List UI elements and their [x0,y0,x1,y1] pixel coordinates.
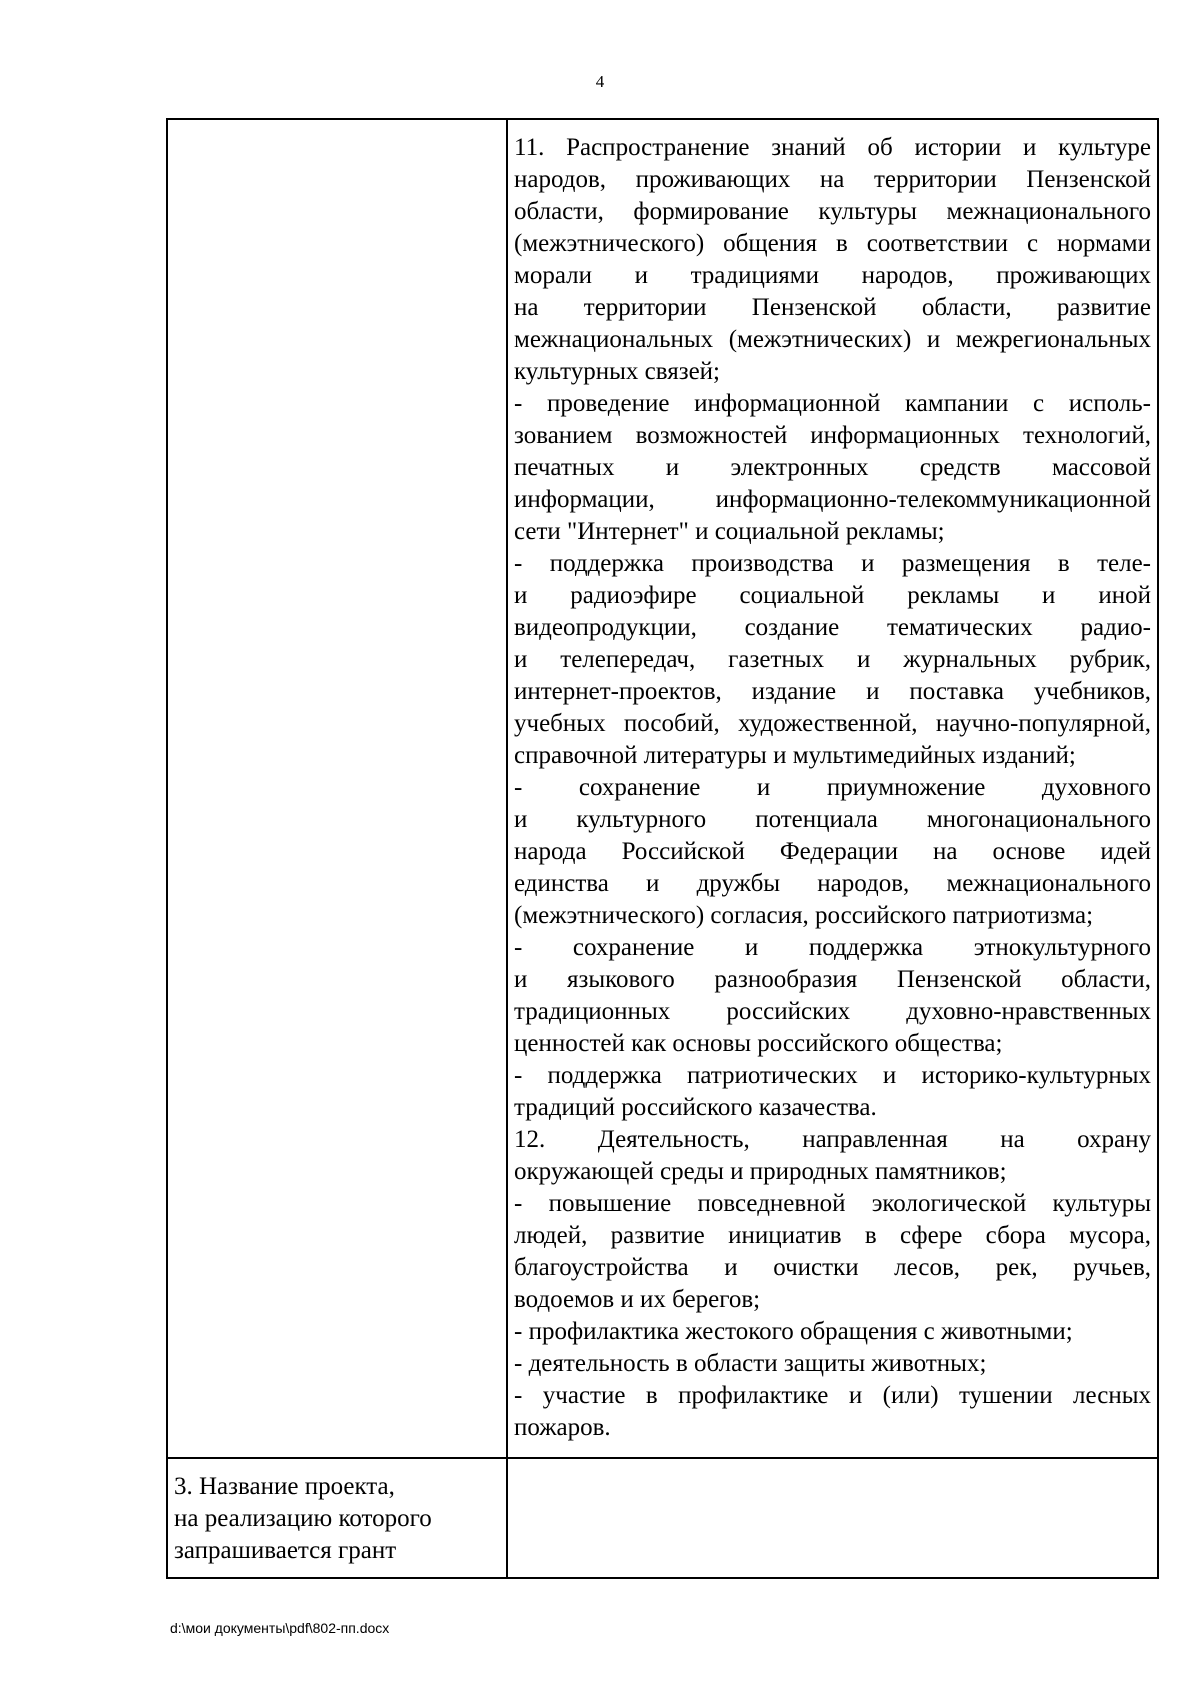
text-line: интернет-проектов, издание и поставка учебников, [514,678,1151,705]
text-line: народов, проживающих на территории Пензенской [514,166,1151,193]
table-row [167,1458,1158,1578]
text-line: 11. Распространение знаний об истории и культуре [514,134,1151,161]
text-line: ценностей как основы российского общества; [514,1030,1003,1057]
text-line: - сохранение и поддержка этнокультурного [514,934,1151,961]
text-line: и телепередач, газетных и журнальных рубрик, [514,646,1151,673]
text-line: 12. Деятельность, направленная на охрану [514,1126,1151,1153]
row2-left-cell [167,1458,507,1578]
text-line: запрашивается грант [174,1537,397,1564]
text-line: (межэтнического) общения в соответствии с нормами [514,230,1151,257]
row1-right-cell [507,119,1158,1458]
text-line: на территории Пензенской области, развитие [514,294,1151,321]
text-line: народа Российской Федерации на основе идей [514,838,1151,865]
text-line: культурных связей; [514,358,721,385]
text-line: печатных и электронных средств массовой [514,454,1151,481]
file-path-footer: d:\мои документы\pdf\802-пп.docx [170,1620,390,1636]
text-line: области, формирование культуры межнационального [514,198,1151,225]
text-line: - поддержка патриотических и историко-культурных [514,1062,1151,1089]
text-line: 3. Название проекта, [174,1473,395,1500]
text-line: окружающей среды и природных памятников; [514,1158,1007,1185]
text-line: традиций российского казачества. [514,1094,877,1121]
text-line: - деятельность в области защиты животных; [514,1350,987,1377]
text-line: - профилактика жестокого обращения с животными; [514,1318,1073,1345]
text-line: - проведение информационной кампании с исполь- [514,390,1151,417]
project-name-value-cell [507,1458,1158,1578]
table-row [167,119,1158,1458]
text-line: (межэтнического) согласия, российского патриотизма; [514,902,1094,929]
text-line: традиционных российских духовно-нравственных [514,998,1151,1025]
text-line: благоустройства и очистки лесов, рек, ручьев, [514,1254,1151,1281]
text-line: водоемов и их берегов; [514,1286,761,1313]
text-line: единства и дружбы народов, межнационального [514,870,1151,897]
text-line: информации, информационно-телекоммуникационной [514,486,1151,513]
text-line: морали и традициями народов, проживающих [514,262,1151,289]
activity-directions-text [508,120,1157,1457]
text-line: межнациональных (межэтнических) и межрегиональных [514,326,1151,353]
text-line: - участие в профилактике и (или) тушении лесных [514,1382,1151,1409]
text-line: зованием возможностей информационных технологий, [514,422,1151,449]
text-line: и языкового разнообразия Пензенской области, [514,966,1151,993]
text-line: людей, развитие инициатив в сфере сбора мусора, [514,1222,1151,1249]
row1-left-cell [167,119,507,1458]
text-line: сети "Интернет" и социальной рекламы; [514,518,945,545]
text-line: на реализацию которого [174,1505,432,1532]
text-line: и культурного потенциала многонационального [514,806,1151,833]
text-line: учебных пособий, художественной, научно-популярной, [514,710,1151,737]
project-name-label [168,1459,506,1577]
text-line: - поддержка производства и размещения в теле- [514,550,1151,577]
text-line: - сохранение и приумножение духовного [514,774,1151,801]
text-line: и радиоэфире социальной рекламы и иной [514,582,1151,609]
text-line: пожаров. [514,1414,611,1441]
text-line: - повышение повседневной экологической культуры [514,1190,1151,1217]
text-line: видеопродукции, создание тематических радио- [514,614,1151,641]
page-number: 4 [595,72,605,91]
text-line: справочной литературы и мультимедийных изданий; [514,742,1076,769]
application-form-table [166,118,1159,1579]
